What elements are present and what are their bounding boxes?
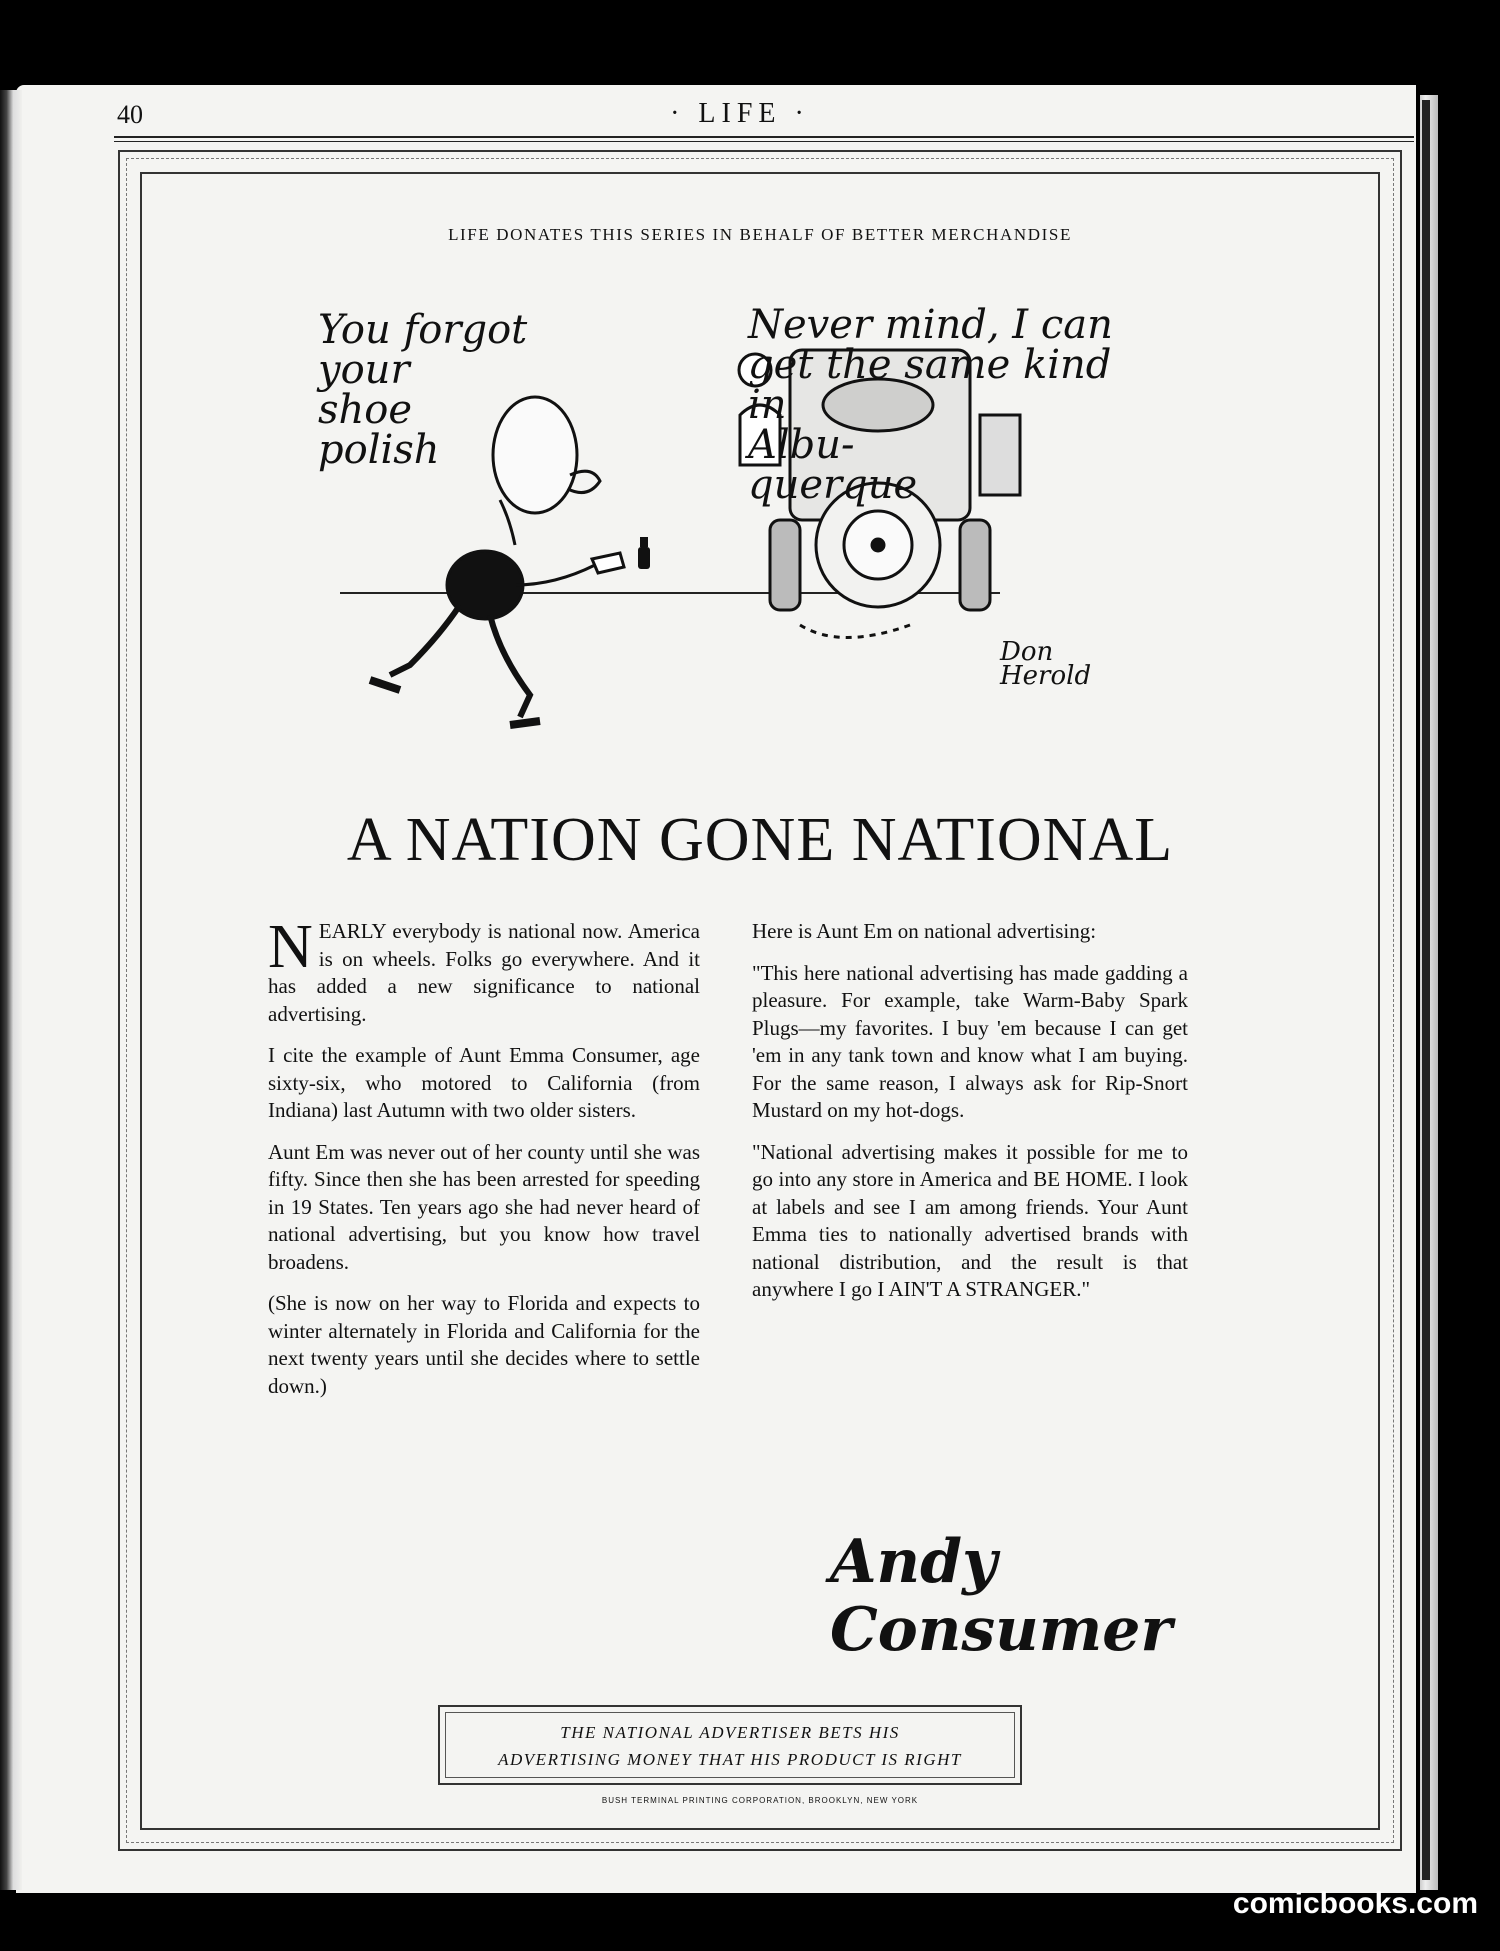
header-rule-thin [114, 141, 1414, 142]
spine-shadow [1422, 100, 1430, 1880]
artist-signature: Don Herold [1000, 637, 1092, 691]
body-column-left [268, 913, 700, 1414]
running-head: · LIFE · [670, 98, 810, 129]
body-column-right [752, 918, 1188, 1318]
paragraph: (She is now on her way to Florida and expects to winter alternately in Florida and California for the next twenty years until she decides where to settle down.) [268, 1291, 700, 1398]
headline: A NATION GONE NATIONAL [346, 806, 1174, 874]
cartoon-caption-left: You forgot your shoe polish [318, 307, 528, 473]
paragraph: Aunt Em was never out of her county until she was fifty. Since then she has been arrested for speeding in 19 States. Ten years ago she had never heard of national advertising, but you know how travel broadens. [268, 1139, 700, 1274]
paragraph: "National advertising makes it possible for me to go into any store in America and BE HOME. I look at labels and see I am among friends. Your Aunt Emma ties to nationally advertised brands with national distribution, and the result is that anywhere I go I AIN'T A STRANGER." [752, 1139, 1188, 1301]
header-rule [114, 136, 1414, 138]
cartoon-caption-right: Never mind, I can get the same kind in Albu- querque [748, 302, 1113, 508]
watermark: comicbooks.com [1232, 1887, 1478, 1920]
paragraph: I cite the example of Aunt Emma Consumer, age sixty-six, who motored to California (from Indiana) last Autumn with two older sisters. [268, 1043, 700, 1122]
drop-cap: N [268, 913, 313, 981]
paragraph: "This here national advertising has made gadding a pleasure. For example, take Warm-Baby Spark Plugs—my favorites. I buy 'em because I can get 'em in any tank town and know what I am buying. For the same reason, I always ask for Rip-Snort Mustard on my hot-dogs. [752, 960, 1188, 1122]
page-number: 40 [117, 100, 143, 129]
donates-line: LIFE DONATES THIS SERIES IN BEHALF OF BETTER MERCHANDISE [448, 225, 1072, 244]
printer-credit: BUSH TERMINAL PRINTING CORPORATION, BROOKLYN, NEW YORK [601, 1796, 919, 1805]
tagline-box [438, 1705, 1022, 1785]
tagline: THE NATIONAL ADVERTISER BETS HIS ADVERTISING MONEY THAT HIS PRODUCT IS RIGHT [498, 1723, 962, 1769]
andy-consumer-signature: Andy Consumer [830, 1527, 1173, 1665]
shoe-polish-bottle [638, 537, 650, 569]
paragraph: NEARLY everybody is national now. America is on wheels. Folks go everywhere. And it has added a new significance to national advertising. [268, 913, 700, 1026]
page-stack-edge [0, 90, 22, 1890]
paragraph: Here is Aunt Em on national advertising: [752, 919, 1097, 943]
